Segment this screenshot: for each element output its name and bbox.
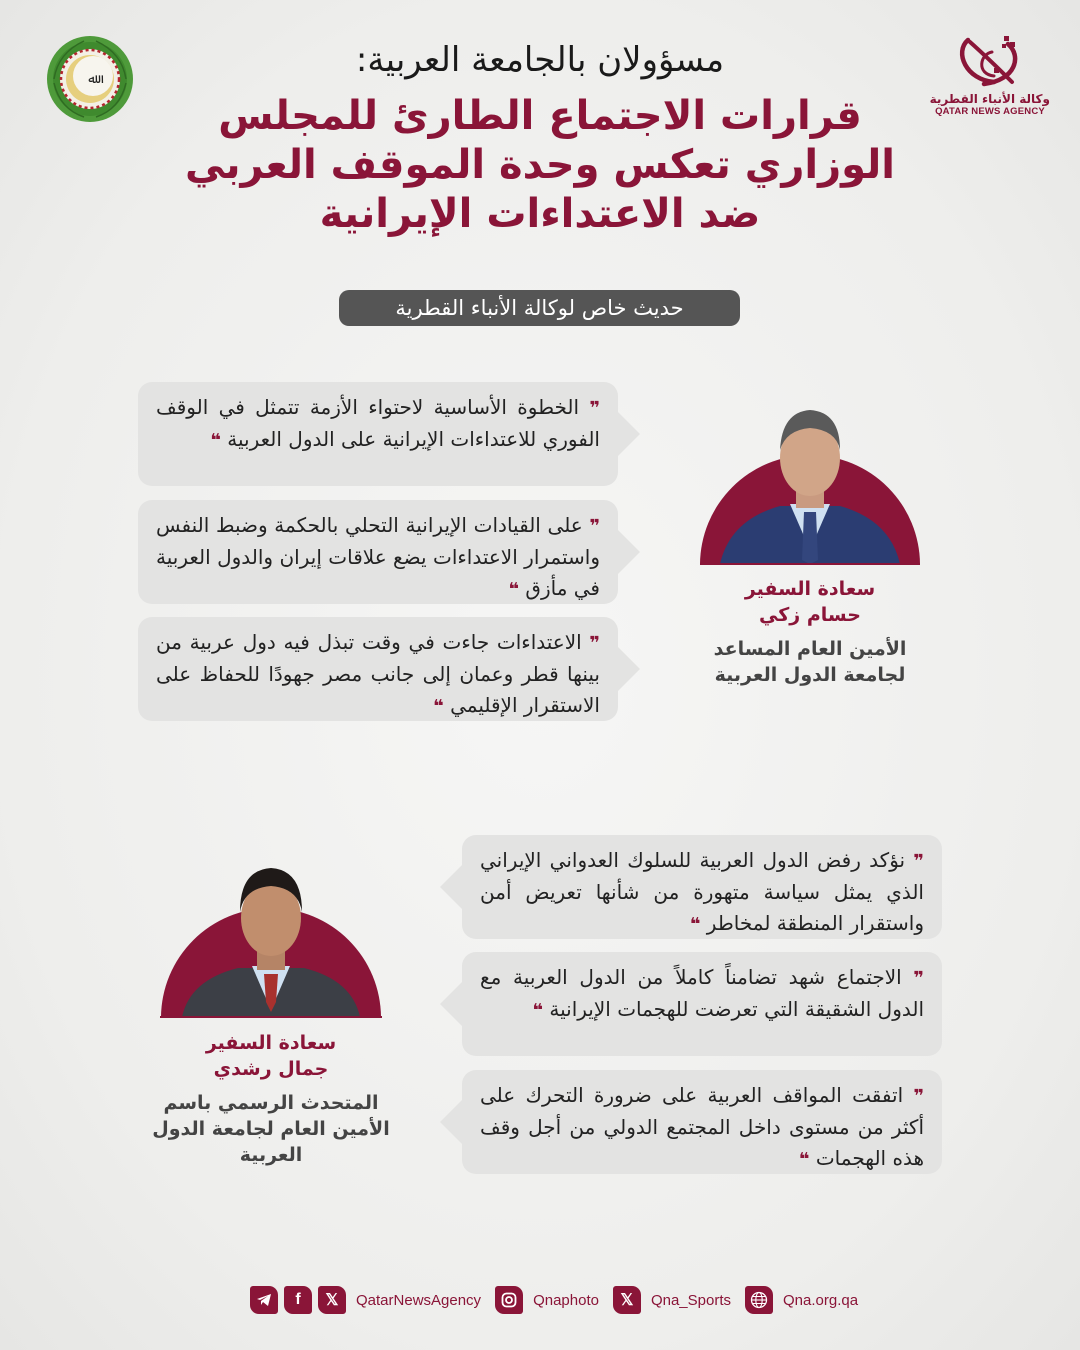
quote-text: الخطوة الأساسية لاحتواء الأزمة تتمثل في الوقف الفوري للاعتداءات الإيرانية على الدول العربية (156, 395, 600, 451)
speaker-role: المتحدث الرسمي باسم (163, 1092, 379, 1114)
quote-bubble (462, 1070, 942, 1174)
quote-bubble (138, 617, 618, 721)
speaker-photo (160, 852, 382, 1017)
arab-league-emblem-icon (44, 33, 136, 125)
close-quote-icon: ❝ (798, 1149, 810, 1170)
social-handle-qnaphoto[interactable]: Qnaphoto (533, 1291, 599, 1309)
speaker-info (150, 1030, 392, 1168)
quote-bubble (138, 500, 618, 604)
portrait-icon (700, 400, 920, 564)
speaker-role: لجامعة الدول العربية (714, 664, 906, 686)
close-quote-icon: ❝ (433, 696, 444, 717)
close-quote-icon: ❝ (689, 914, 701, 935)
open-quote-icon: ❞ (913, 1086, 925, 1107)
open-quote-icon: ❞ (589, 398, 601, 419)
headline-kicker: مسؤولان بالجامعة العربية: (355, 40, 725, 80)
speaker-role: العربية (239, 1144, 303, 1166)
social-footer (250, 1283, 866, 1317)
close-quote-icon: ❝ (508, 579, 520, 600)
qna-logo-arabic: وكالة الأنباء القطرية (929, 92, 1050, 106)
quote-text: نؤكد رفض الدول العربية للسلوك العدواني الإيراني الذي يمثل سياسة متهورة من شأنها تعريض أمن واستقرار المنطقة لمخاطر (480, 848, 924, 935)
open-quote-icon: ❞ (913, 968, 924, 989)
speaker-name: حسام زكي (759, 604, 861, 626)
x-icon[interactable]: 𝕏 (318, 1286, 346, 1314)
speaker-role: الأمين العام المساعد (713, 638, 907, 660)
photo-baseline (700, 563, 920, 565)
speaker-info (700, 576, 920, 688)
open-quote-icon: ❞ (913, 851, 924, 872)
quote-text: الاجتماع شهد تضامناً كاملاً من الدول العربية مع الدول الشقيقة التي تعرضت للهجمات الإيرانية (480, 965, 924, 1021)
speaker-photo (700, 400, 920, 564)
website-link[interactable]: Qna.org.qa (783, 1291, 859, 1309)
svg-text:ﷲ: ﷲ (88, 72, 96, 87)
quote-text: على القيادات الإيرانية التحلي بالحكمة وضبط النفس واستمرار الاعتداءات يضع علاقات إيران والدول العربية في مأزق (156, 513, 600, 600)
headline (180, 92, 900, 238)
close-quote-icon: ❝ (210, 430, 221, 451)
globe-icon[interactable] (745, 1286, 773, 1314)
headline-line: قرارات الاجتماع الطارئ للمجلس (218, 93, 862, 139)
quote-bubble (462, 835, 942, 939)
exclusive-interview-tag: حديث خاص لوكالة الأنباء القطرية (339, 290, 740, 326)
speaker-role: الأمين العام لجامعة الدول (152, 1118, 390, 1140)
arab-league-emblem (44, 33, 136, 125)
speaker-honorific: سعادة السفير (744, 578, 876, 600)
headline-line: ضد الاعتداءات الإيرانية (319, 190, 761, 237)
social-handle-qna-sports[interactable]: Qna_Sports (650, 1291, 731, 1309)
quote-bubble (138, 382, 618, 486)
qna-logo (930, 30, 1050, 135)
social-handle-qatarnewsagency[interactable]: QatarNewsAgency (356, 1291, 482, 1309)
headline-line: الوزاري تعكس وحدة الموقف العربي (185, 141, 895, 188)
open-quote-icon: ❞ (589, 633, 600, 654)
photo-baseline (160, 1016, 382, 1018)
telegram-icon[interactable] (250, 1286, 278, 1314)
quote-text: الاعتداءات جاءت في وقت تبذل فيه دول عربية من بينها قطر وعمان إلى جانب مصر جهودًا للحفاظ على الاستقرار الإقليمي (156, 630, 600, 717)
quote-text: اتفقت المواقف العربية على ضرورة التحرك على أكثر من مستوى داخل المجتمع الدولي من أجل وقف هذه الهجمات (480, 1083, 924, 1170)
facebook-icon[interactable]: f (284, 1286, 312, 1314)
close-quote-icon: ❝ (532, 1000, 544, 1021)
open-quote-icon: ❞ (589, 516, 601, 537)
speaker-name: جمال رشدي (213, 1058, 329, 1080)
portrait-icon (160, 852, 382, 1017)
speaker-honorific: سعادة السفير (205, 1032, 337, 1054)
quote-bubble (462, 952, 942, 1056)
qna-logo-english: QATAR NEWS AGENCY (935, 106, 1045, 117)
qna-emblem-icon (950, 30, 1030, 90)
x-icon[interactable]: 𝕏 (613, 1286, 641, 1314)
instagram-icon[interactable] (495, 1286, 523, 1314)
